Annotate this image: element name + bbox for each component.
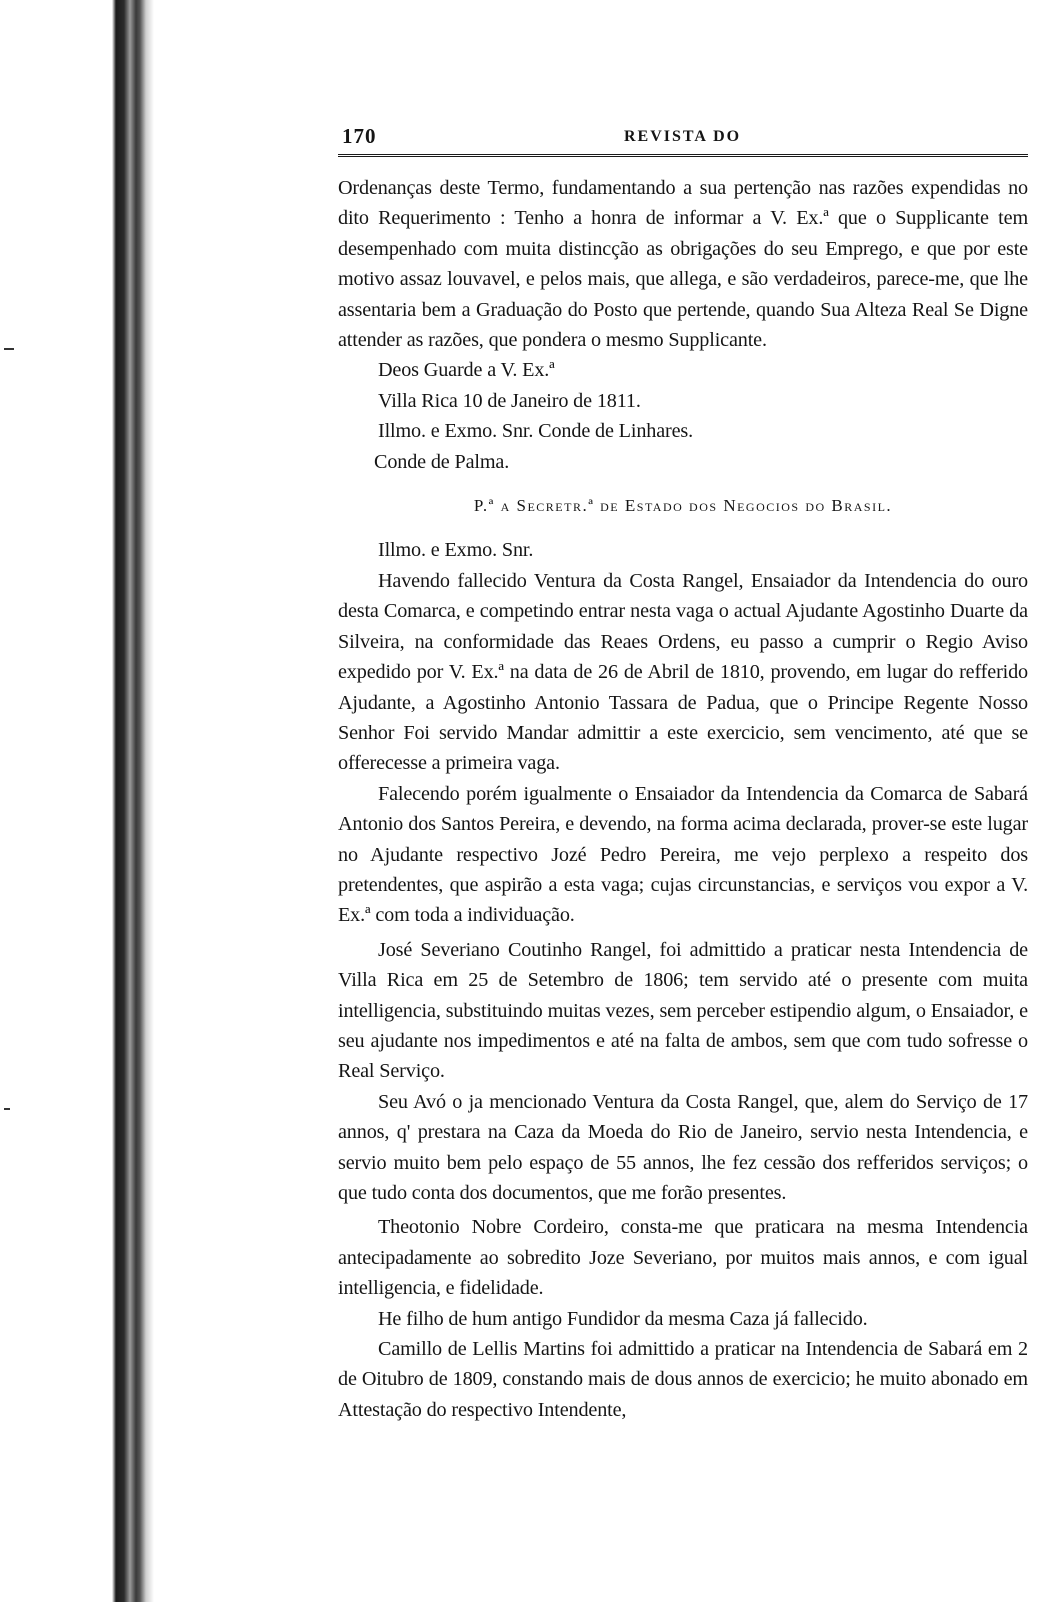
page — [338, 118, 1028, 1425]
paragraph: José Severiano Coutinho Rangel, foi admittido a praticar nesta Intendencia de Villa Rica em 25 de Setembro de 1806; tem servido até o presente com muita intelligencia, substituindo muitas vezes, sem perceber estipendio algum, o Ensaiador, e seu ajudante nos impedimentos e até na falta de ambos, sem que com tudo sofresse o Real Serviço. — [338, 938, 1028, 1083]
closing-line: Villa Rica 10 de Janeiro de 1811. — [378, 389, 641, 412]
section-heading: P.ª a Secretr.ª de Estado dos Negocios do Brasil. — [473, 496, 893, 516]
paragraph: He filho de hum antigo Fundidor da mesma Caza já fallecido. — [378, 1307, 868, 1330]
paragraph: Falecendo porém igualmente o Ensaiador da Intendencia da Comarca de Sabará Antonio dos Santos Pereira, e devendo, na forma acima declarada, prover-se este lugar no Ajudante respectivo Jozé Pedro Pereira, me vejo perplexo a respeito dos pretendentes, que aspirão a esta vaga; cujas circunstancias, e serviços vou expor a V. Ex.ª com toda a individuação. — [338, 782, 1028, 927]
signature: Conde de Palma. — [374, 450, 510, 473]
book-binding-shadow — [0, 0, 200, 1602]
margin-mark — [4, 1108, 10, 1110]
paragraph: Havendo fallecido Ventura da Costa Rangel, Ensaiador da Intendencia do ouro desta Comarca, e competindo entrar nesta vaga o actual Ajudante Agostinho Duarte da Silveira, na conformidade das Reaes Ordens, eu passo a cumprir o Regio Aviso expedido por V. Ex.ª na data de 26 de Abril de 1810, provendo, em lugar do refferido Ajudante, a Agostinho Antonio Tassara de Padua, que o Principe Regente Nosso Senhor Foi servido Mandar admittir a este exercicio, sem vencimento, até que se offerecesse a primeira vaga. — [338, 569, 1028, 775]
paragraph: Theotonio Nobre Cordeiro, consta-me que praticara na mesma Intendencia antecipadamente ao sobredito Joze Severiano, por muitos mais annos, e com igual intelligencia, e fidelidade. — [338, 1216, 1028, 1300]
margin-mark — [4, 348, 14, 350]
paragraph: Seu Avó o ja mencionado Ventura da Costa Rangel, que, alem do Serviço de 17 annos, q' prestara na Caza da Moeda do Rio de Janeiro, servio nesta Intendencia, e servio muito bem pelo espaço de 55 annos, lhe fez cessão dos refferidos serviços; o que tudo conta dos documentos, que me forão presentes. — [338, 1090, 1028, 1204]
running-head: REVISTA DO — [624, 128, 742, 145]
body-text — [338, 173, 1028, 1425]
paragraph: Camillo de Lellis Martins foi admittido a praticar na Intendencia de Sabará em 2 de Oitubro de 1809, constando mais de dous annos de exercicio; he muito abonado em Attestação do respectivo Intendente, — [338, 1338, 1028, 1421]
page-header — [338, 118, 1028, 157]
page-number: 170 — [342, 124, 377, 148]
salutation: Illmo. e Exmo. Snr. — [378, 539, 534, 562]
closing-line: Illmo. e Exmo. Snr. Conde de Linhares. — [378, 420, 694, 443]
paragraph: Ordenanças deste Termo, fundamentando a sua pertenção nas razões expendidas no dito Requerimento : Tenho a honra de informar a V. Ex.ª que o Supplicante tem desempenhado com muita distincção as obrigações do seu Emprego, e que por este motivo assaz louvavel, e pelos mais, que allega, e são verdadeiros, parece-me, que lhe assentaria bem a Graduação do Posto que pertende, quando Sua Alteza Real Se Digne attender as razões, que pondera o mesmo Supplicante. — [338, 177, 1028, 352]
closing-line: Deos Guarde a V. Ex.ª — [378, 359, 555, 382]
